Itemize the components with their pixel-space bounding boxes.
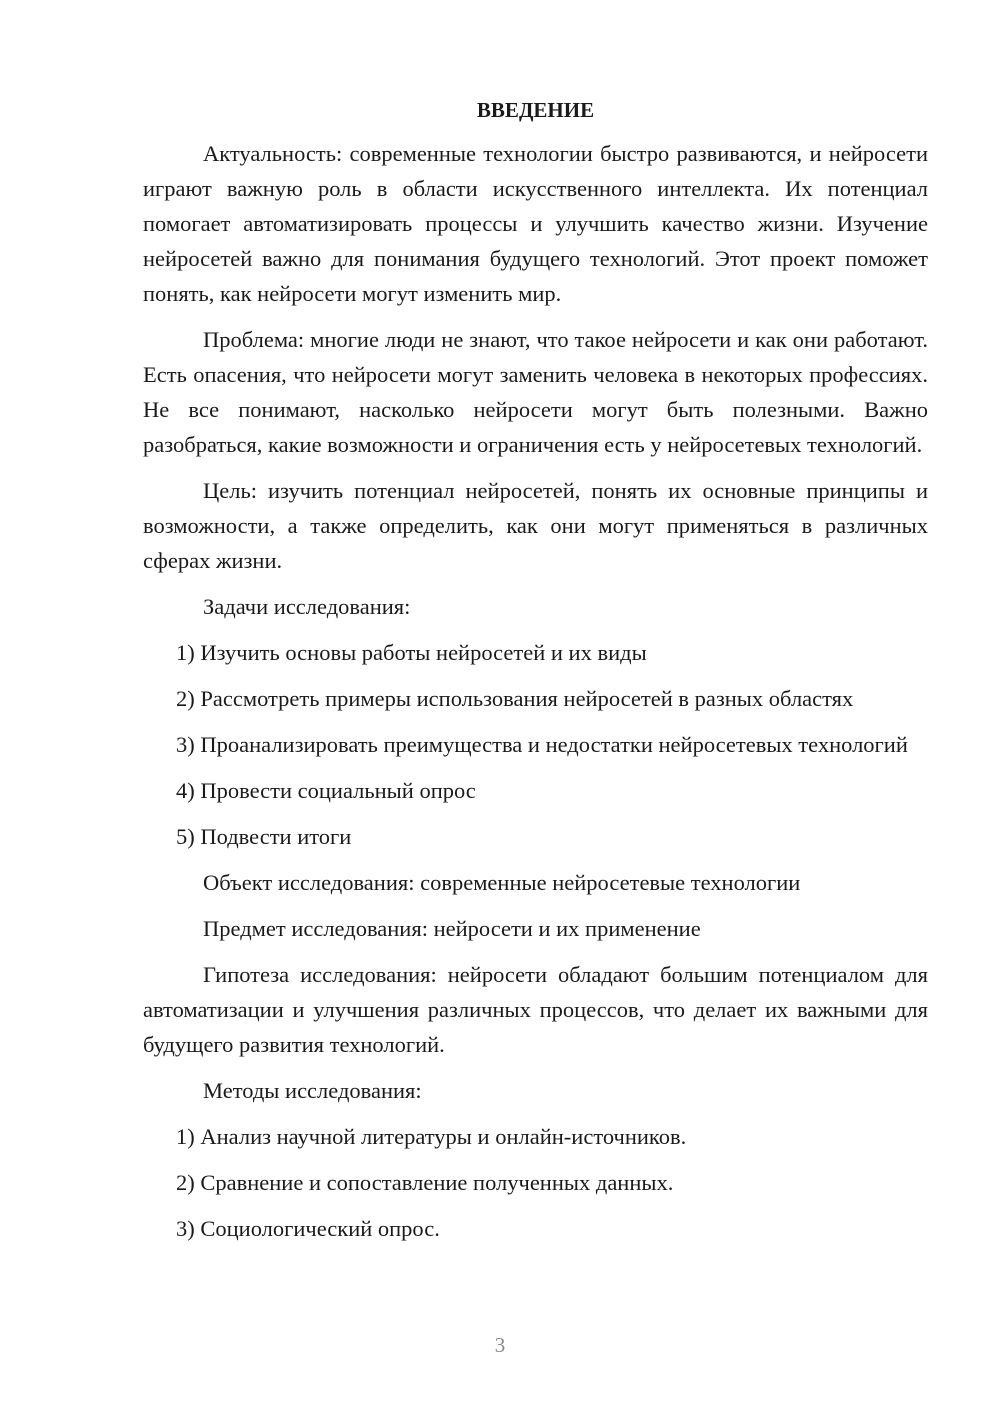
goal-paragraph: Цель: изучить потенциал нейросетей, понять их основные принципы и возможности, а также определить, как они могут применяться в различных сферах жизни.: [143, 478, 928, 573]
hypothesis-paragraph: Гипотеза исследования: нейросети обладают большим потенциалом для автоматизации и улучшения различных процессов, что делает их важными для будущего развития технологий.: [143, 962, 928, 1057]
research-object: Объект исследования: современные нейросетевые технологии: [203, 870, 801, 895]
method-item-2: 2) Сравнение и сопоставление полученных данных.: [176, 1170, 674, 1195]
task-item-2: 2) Рассмотреть примеры использования нейросетей в разных областях: [176, 686, 854, 711]
task-item-5: 5) Подвести итоги: [176, 824, 352, 849]
methods-heading: Методы исследования:: [203, 1078, 422, 1103]
task-item-3: 3) Проанализировать преимущества и недостатки нейросетевых технологий: [176, 732, 908, 757]
relevance-paragraph: Актуальность: современные технологии быстро развиваются, и нейросети играют важную роль в области искусственного интеллекта. Их потенциал помогает автоматизировать процессы и улучшить качество жизни. Изучение нейросетей важно для понимания будущего технологий. Этот проект поможет понять, как нейросети могут изменить мир.: [143, 141, 928, 306]
method-item-1: 1) Анализ научной литературы и онлайн-источников.: [176, 1124, 687, 1149]
document-page: [143, 90, 928, 1257]
section-title: ВВЕДЕНИЕ: [476, 98, 595, 122]
research-subject: Предмет исследования: нейросети и их применение: [203, 916, 701, 941]
task-item-4: 4) Провести социальный опрос: [176, 778, 476, 803]
task-item-1: 1) Изучить основы работы нейросетей и их виды: [176, 640, 647, 665]
method-item-3: 3) Социологический опрос.: [176, 1216, 440, 1241]
page-number: 3: [494, 1333, 506, 1357]
tasks-heading: Задачи исследования:: [203, 594, 411, 619]
problem-paragraph: Проблема: многие люди не знают, что такое нейросети и как они работают. Есть опасения, что нейросети могут заменить человека в некоторых профессиях. Не все понимают, насколько нейросети могут быть полезными. Важно разобраться, какие возможности и ограничения есть у нейросетевых технологий.: [143, 327, 928, 457]
